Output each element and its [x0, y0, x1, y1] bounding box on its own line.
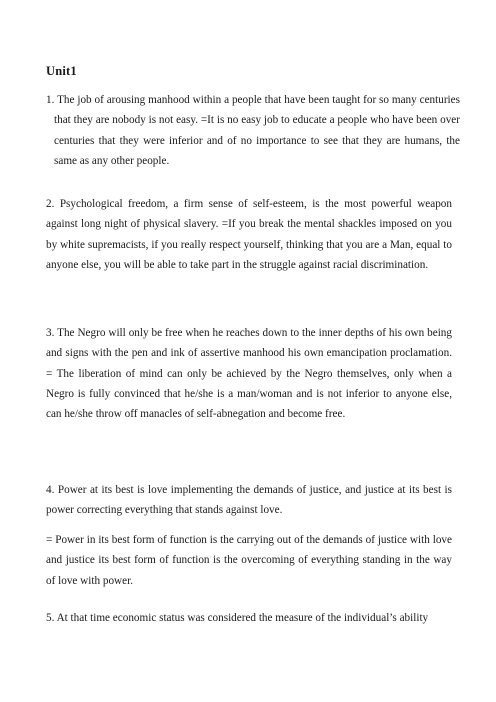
paragraph-3: 3. The Negro will only be free when he reaches down to the inner depths of his own being and signs with the pen and ink of assertive manhood his own emancipation proclamation. = The liberation of mind can only be achieved by the Negro themselves, only when a Negro is fully convinced that he/she is a man/woman and is not inferior to anyone else, can he/she throw off manacles of self-abnegation and become free. — [46, 327, 452, 421]
paragraph-2: 2. Psychological freedom, a firm sense of self-esteem, is the most powerful weapon against long night of physical slavery. =If you break the mental shackles imposed on you by white supremacists, if you really respect yourself, thinking that you are a Man, equal to anyone else, you will be able to take part in the struggle against racial discrimination. — [46, 198, 452, 271]
paragraph-5: 5. At that time economic status was considered the measure of the individual’s ability — [46, 612, 429, 624]
unit-heading: Unit1 — [46, 64, 77, 78]
paragraph-4-explanation: = Power in its best form of function is the carrying out of the demands of justice with love and justice its best form of function is the overcoming of everything standing in the way of love with power. — [46, 534, 452, 587]
paragraph-4: 4. Power at its best is love implementing the demands of justice, and justice at its best is power correcting everything that stands against love. — [46, 484, 452, 517]
paragraph-1: 1. The job of arousing manhood within a people that have been taught for so many centuries that they are nobody is not easy. =It is no easy job to educate a people who have been over centuries that they were inferior and of no importance to see that they are humans, the same as any other people. — [46, 94, 460, 167]
